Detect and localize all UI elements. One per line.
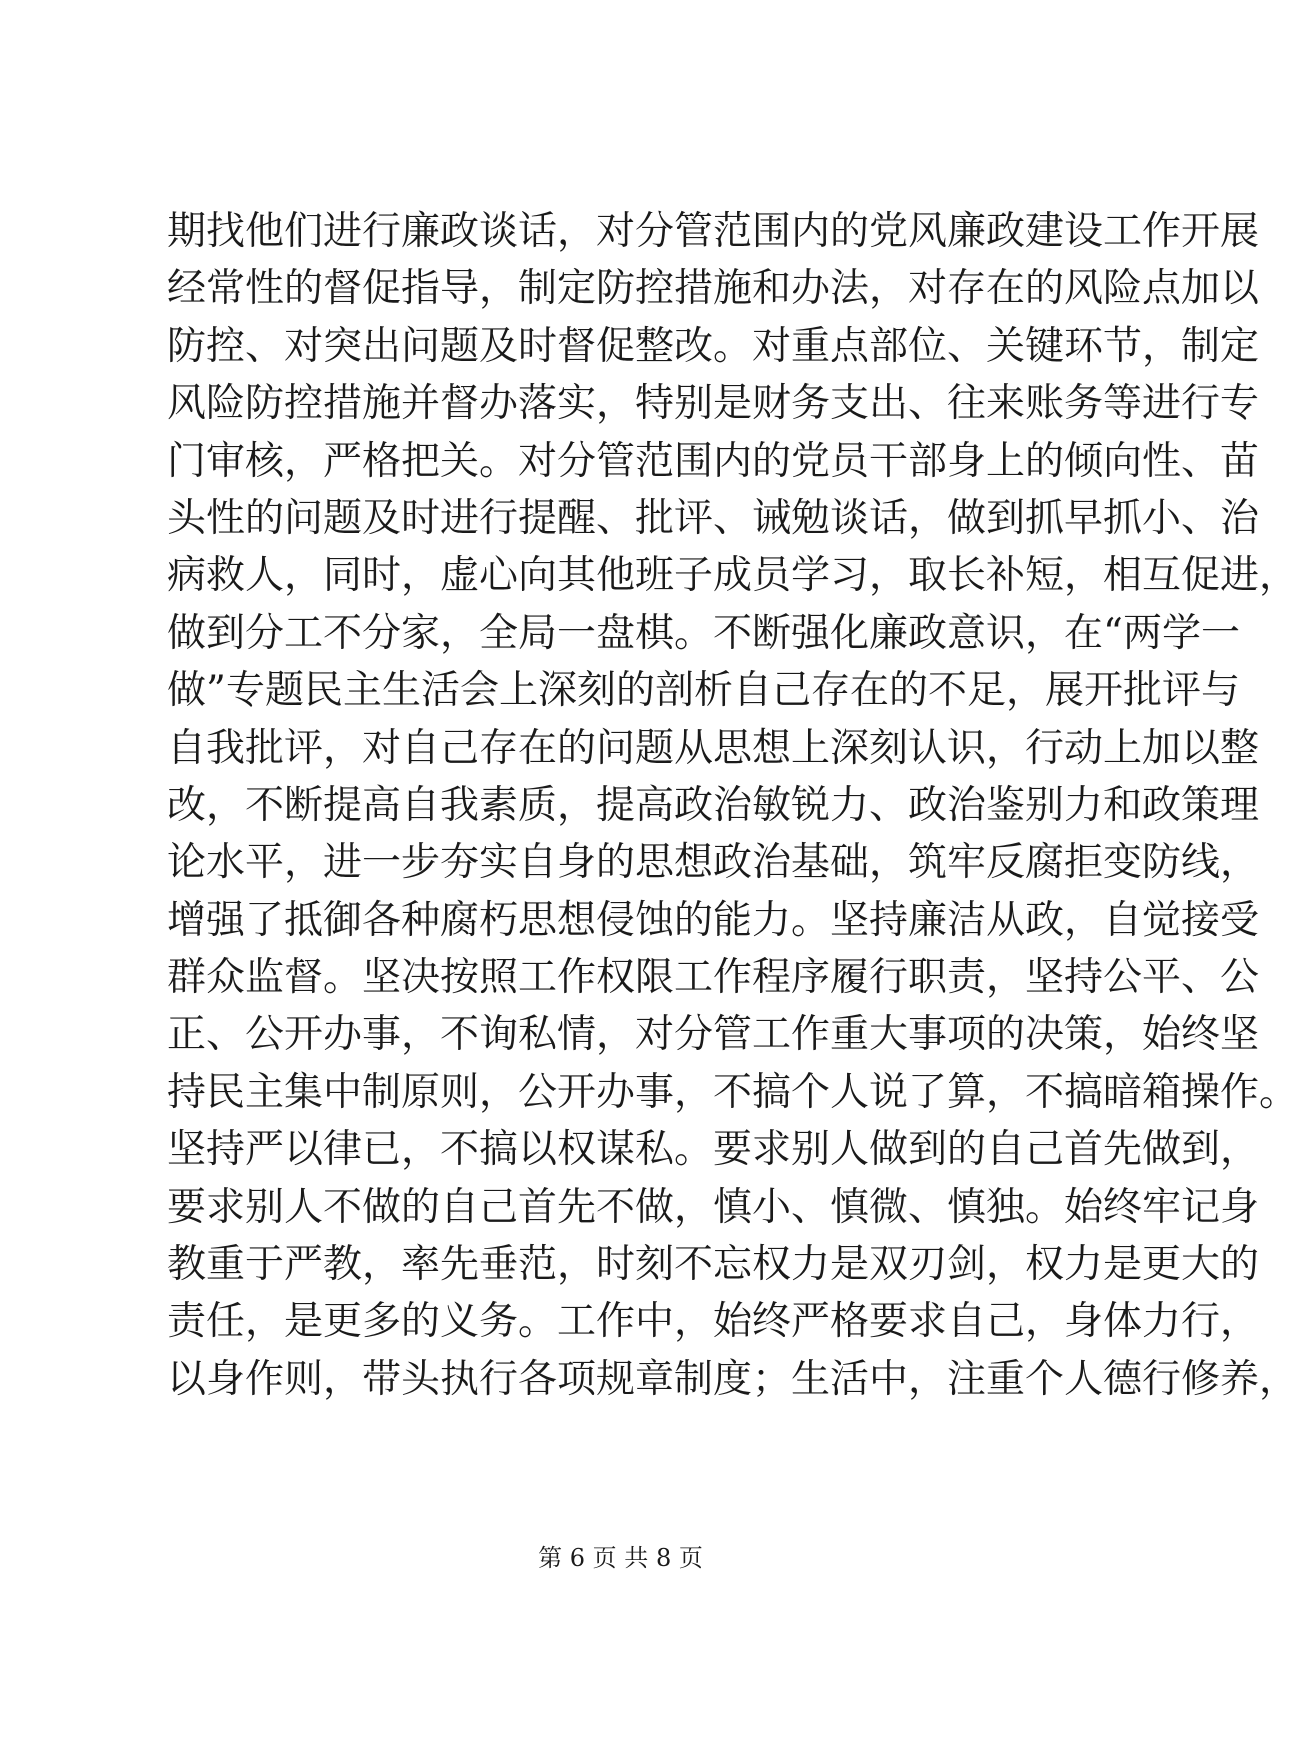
text-line: 期找他们进行廉政谈话，对分管范围内的党风廉政建设工作开展 [167,209,1260,254]
text-line: 论水平，进一步夯实自身的思想政治基础，筑牢反腐拒变防线， [167,840,1260,886]
text-line: 门审核，严格把关。对分管范围内的党员干部身上的倾向性、苗 [167,438,1260,484]
text-line: 以身作则，带头执行各项规章制度；生活中，注重个人德行修养， [167,1356,1298,1402]
text-line: 坚持严以律已，不搞以权谋私。要求别人做到的自己首先做到， [167,1127,1260,1173]
body-text [167,203,1298,1408]
text-line: 病救人，同时，虚心向其他班子成员学习，取长补短，相互促进， [167,553,1298,599]
text-line: 自我批评，对自己存在的问题从思想上深刻认识，行动上加以整 [167,725,1260,771]
text-line: 要求别人不做的自己首先不做，慎小、慎微、慎独。始终牢记身 [167,1184,1260,1230]
text-line: 正、公开办事，不询私情，对分管工作重大事项的决策，始终坚 [167,1012,1260,1058]
text-line: 责任，是更多的义务。工作中，始终严格要求自己，身体力行， [167,1299,1260,1345]
text-line: 增强了抵御各种腐朽思想侵蚀的能力。坚持廉洁从政，自觉接受 [167,897,1260,943]
text-line: 群众监督。坚决按照工作权限工作程序履行职责，坚持公平、公 [167,955,1260,1001]
page-number-footer: 第 6 页 共 8 页 [538,1544,703,1572]
text-line: 做到分工不分家，全局一盘棋。不断强化廉政意识，在“两学一 [167,610,1240,656]
text-line: 防控、对突出问题及时督促整改。对重点部位、关键环节，制定 [167,323,1260,369]
text-line: 教重于严教，率先垂范，时刻不忘权力是双刃剑，权力是更大的 [167,1242,1260,1288]
text-line: 头性的问题及时进行提醒、批评、诫勉谈话，做到抓早抓小、治 [167,495,1260,541]
text-line: 持民主集中制原则，公开办事，不搞个人说了算，不搞暗箱操作。 [167,1069,1298,1115]
text-line: 做”专题民主生活会上深刻的剖析自己存在的不足，展开批评与 [167,668,1240,714]
text-line: 风险防控措施并督办落实，特别是财务支出、往来账务等进行专 [167,381,1260,427]
text-line: 改，不断提高自我素质，提高政治敏锐力、政治鉴别力和政策理 [167,782,1260,828]
text-line: 经常性的督促指导，制定防控措施和办法，对存在的风险点加以 [167,266,1260,312]
